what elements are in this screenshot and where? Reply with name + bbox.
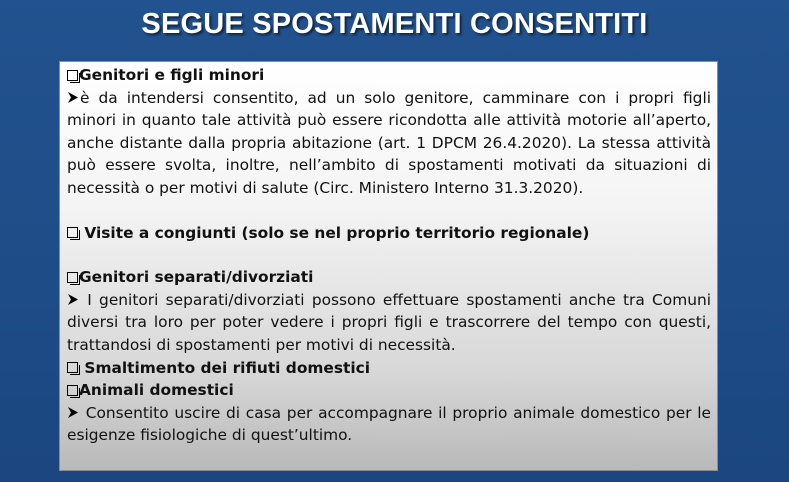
section-heading-label: Genitori separati/divorziati [79, 268, 314, 287]
content-box [59, 61, 718, 471]
checkbox-icon [67, 362, 78, 373]
section-heading-label: Smaltimento dei rifiuti domestici [79, 358, 371, 377]
section-paragraph-genitori-separati [67, 289, 711, 357]
checkbox-icon [67, 227, 78, 238]
section-paragraph-animali [67, 402, 711, 447]
spacer [67, 200, 711, 222]
section-heading-genitori-separati [67, 266, 711, 289]
spacer [67, 244, 711, 266]
checkbox-icon [67, 70, 78, 81]
section-heading-visite [67, 222, 711, 245]
arrow-bullet-icon [67, 91, 79, 104]
section-heading-label: Animali domestici [79, 381, 234, 400]
checkbox-icon [67, 385, 78, 396]
section-heading-label: Genitori e figli minori [79, 66, 265, 84]
section-paragraph-text: I genitori separati/divorziati possono effettuare spostamenti anche tra Comuni diversi tra loro per poter vedere i propri figli e trascorrere del tempo con questi, trattandosi di spostamenti per motivi di necessità. [67, 290, 711, 354]
slide-title: SEGUE SPOSTAMENTI CONSENTITI [141, 8, 648, 40]
section-heading-genitori-figli [67, 64, 711, 87]
checkbox-icon [67, 272, 78, 283]
section-heading-animali [67, 379, 711, 402]
section-heading-rifiuti [67, 357, 711, 380]
section-heading-label: Visite a congiunti (solo se nel proprio territorio regionale) [79, 223, 590, 242]
arrow-bullet-icon [67, 293, 79, 306]
section-paragraph-text: è da intendersi consentito, ad un solo genitore, camminare con i propri figli minori in quanto tale attività può essere ricondotta alle attività motorie all’aperto, anche distante dalla propria abitazione (art. 1 DPCM 26.4.2020). La stessa attività può essere svolta, inoltre, nell’ambito di spostamenti motivati da situazioni di necessità o per motivi di salute (Circ. Ministero Interno 31.3.2020). [67, 88, 711, 197]
section-paragraph-genitori-figli [67, 87, 711, 200]
arrow-bullet-icon [67, 406, 79, 419]
section-paragraph-text: Consentito uscire di casa per accompagnare il proprio animale domestico per le esigenze fisiologiche di quest’ultimo. [67, 403, 711, 445]
